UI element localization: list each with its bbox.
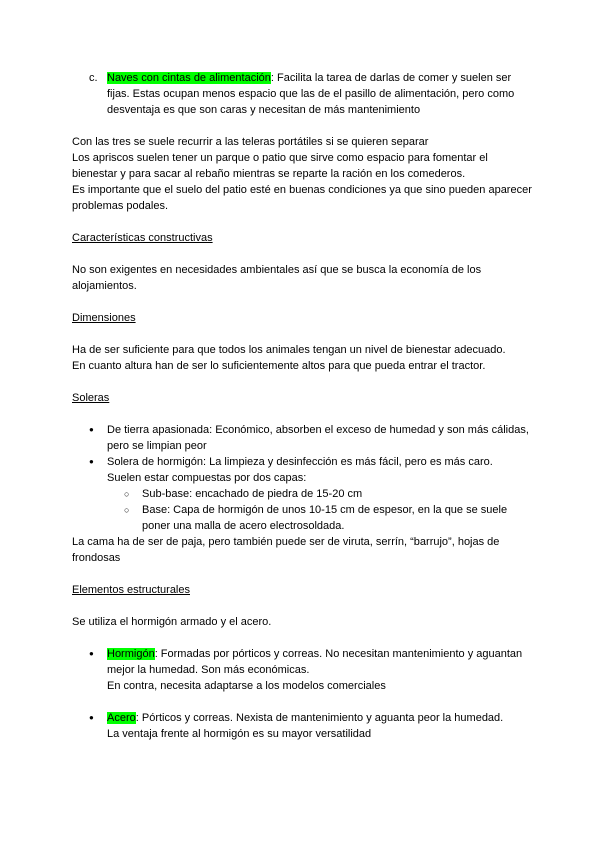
list-item-text: ● Solera de hormigón: La limpieza y desinfección es más fácil, pero es más caro. [107,456,493,468]
list-item-text: La ventaja frente al hormigón es su mayor versatilidad [107,728,372,740]
sub-list-item: ○ Base: Capa de hormigón de unos 10-15 cm de espesor, en la que se suele poner una malla de acero electrosoldada. [107,502,532,534]
elementos-list [72,646,532,694]
spacer [72,694,532,710]
spacer [72,294,532,310]
highlighted-term: Hormigón [107,648,155,660]
paragraph: La cama ha de ser de paja, pero también puede ser de viruta, serrín, “barrujo”, hojas de frondosas [72,536,500,564]
elementos-list [72,710,532,742]
list-item-text: : Pórticos y correas. Nexista de mantenimiento y aguanta peor la humedad. [135,712,504,724]
list-item-c [72,70,532,118]
paragraph-line: Ha de ser suficiente para que todos los animales tengan un nivel de bienestar adecuado. [72,344,506,356]
highlighted-term: Naves con cintas de alimentación [107,72,271,84]
section-heading-dimensiones: Dimensiones [72,312,136,324]
list-item-text: En contra, necesita adaptarse a los modelos comerciales [107,680,386,692]
list-item [72,454,532,534]
soleras-list [72,422,532,534]
spacer [72,214,532,230]
section-heading-elementos: Elementos estructurales [72,584,190,596]
list-item-text: : Formadas por pórticos y correas. No necesitan mantenimiento y aguantan mejor la humedad. Son más económicas. [107,648,523,676]
list-item: ● De tierra apasionada: Económico, absorben el exceso de humedad y son más cálidas, pero se limpian peor [72,422,532,454]
spacer [72,118,532,134]
spacer [72,566,532,582]
paragraph-line: Con las tres se suele recurrir a las teleras portátiles si se quieren separar [72,136,429,148]
paragraph: No son exigentes en necesidades ambientales así que se busca la economía de los alojamientos. [72,264,482,292]
document-page [72,70,532,742]
sub-list [107,486,532,534]
section-heading-soleras: Soleras [72,392,110,404]
list-item [72,710,532,742]
spacer [72,598,532,614]
paragraph-line: En cuanto altura han de ser lo suficientemente altos para que pueda entrar el tractor. [72,360,486,372]
spacer [72,326,532,342]
paragraph-line: Es importante que el suelo del patio esté en buenas condiciones ya que sino pueden aparecer problemas podales. [72,184,532,212]
sub-list-item: ○ Sub-base: encachado de piedra de 15-20 cm [107,486,532,502]
list-item [72,646,532,694]
spacer [72,630,532,646]
highlighted-term: Acero [107,712,136,724]
list-item-text: Suelen estar compuestas por dos capas: [107,472,307,484]
list-item-text: : Facilita la tarea de darlas de comer y suelen ser fijas. Estas ocupan menos espacio que las de el pasillo de alimentación, pero como desventaja es que son caras y necesitan de más mantenimiento [107,72,515,116]
spacer [72,406,532,422]
paragraph-line: Los apriscos suelen tener un parque o patio que sirve como espacio para fomentar el bienestar y para sacar al rebaño mientras se reparte la ración en los comederos. [72,152,488,180]
spacer [72,374,532,390]
list-marker: c. [89,72,98,84]
section-heading-caracteristicas: Características constructivas [72,232,213,244]
paragraph: Se utiliza el hormigón armado y el acero. [72,616,272,628]
spacer [72,246,532,262]
